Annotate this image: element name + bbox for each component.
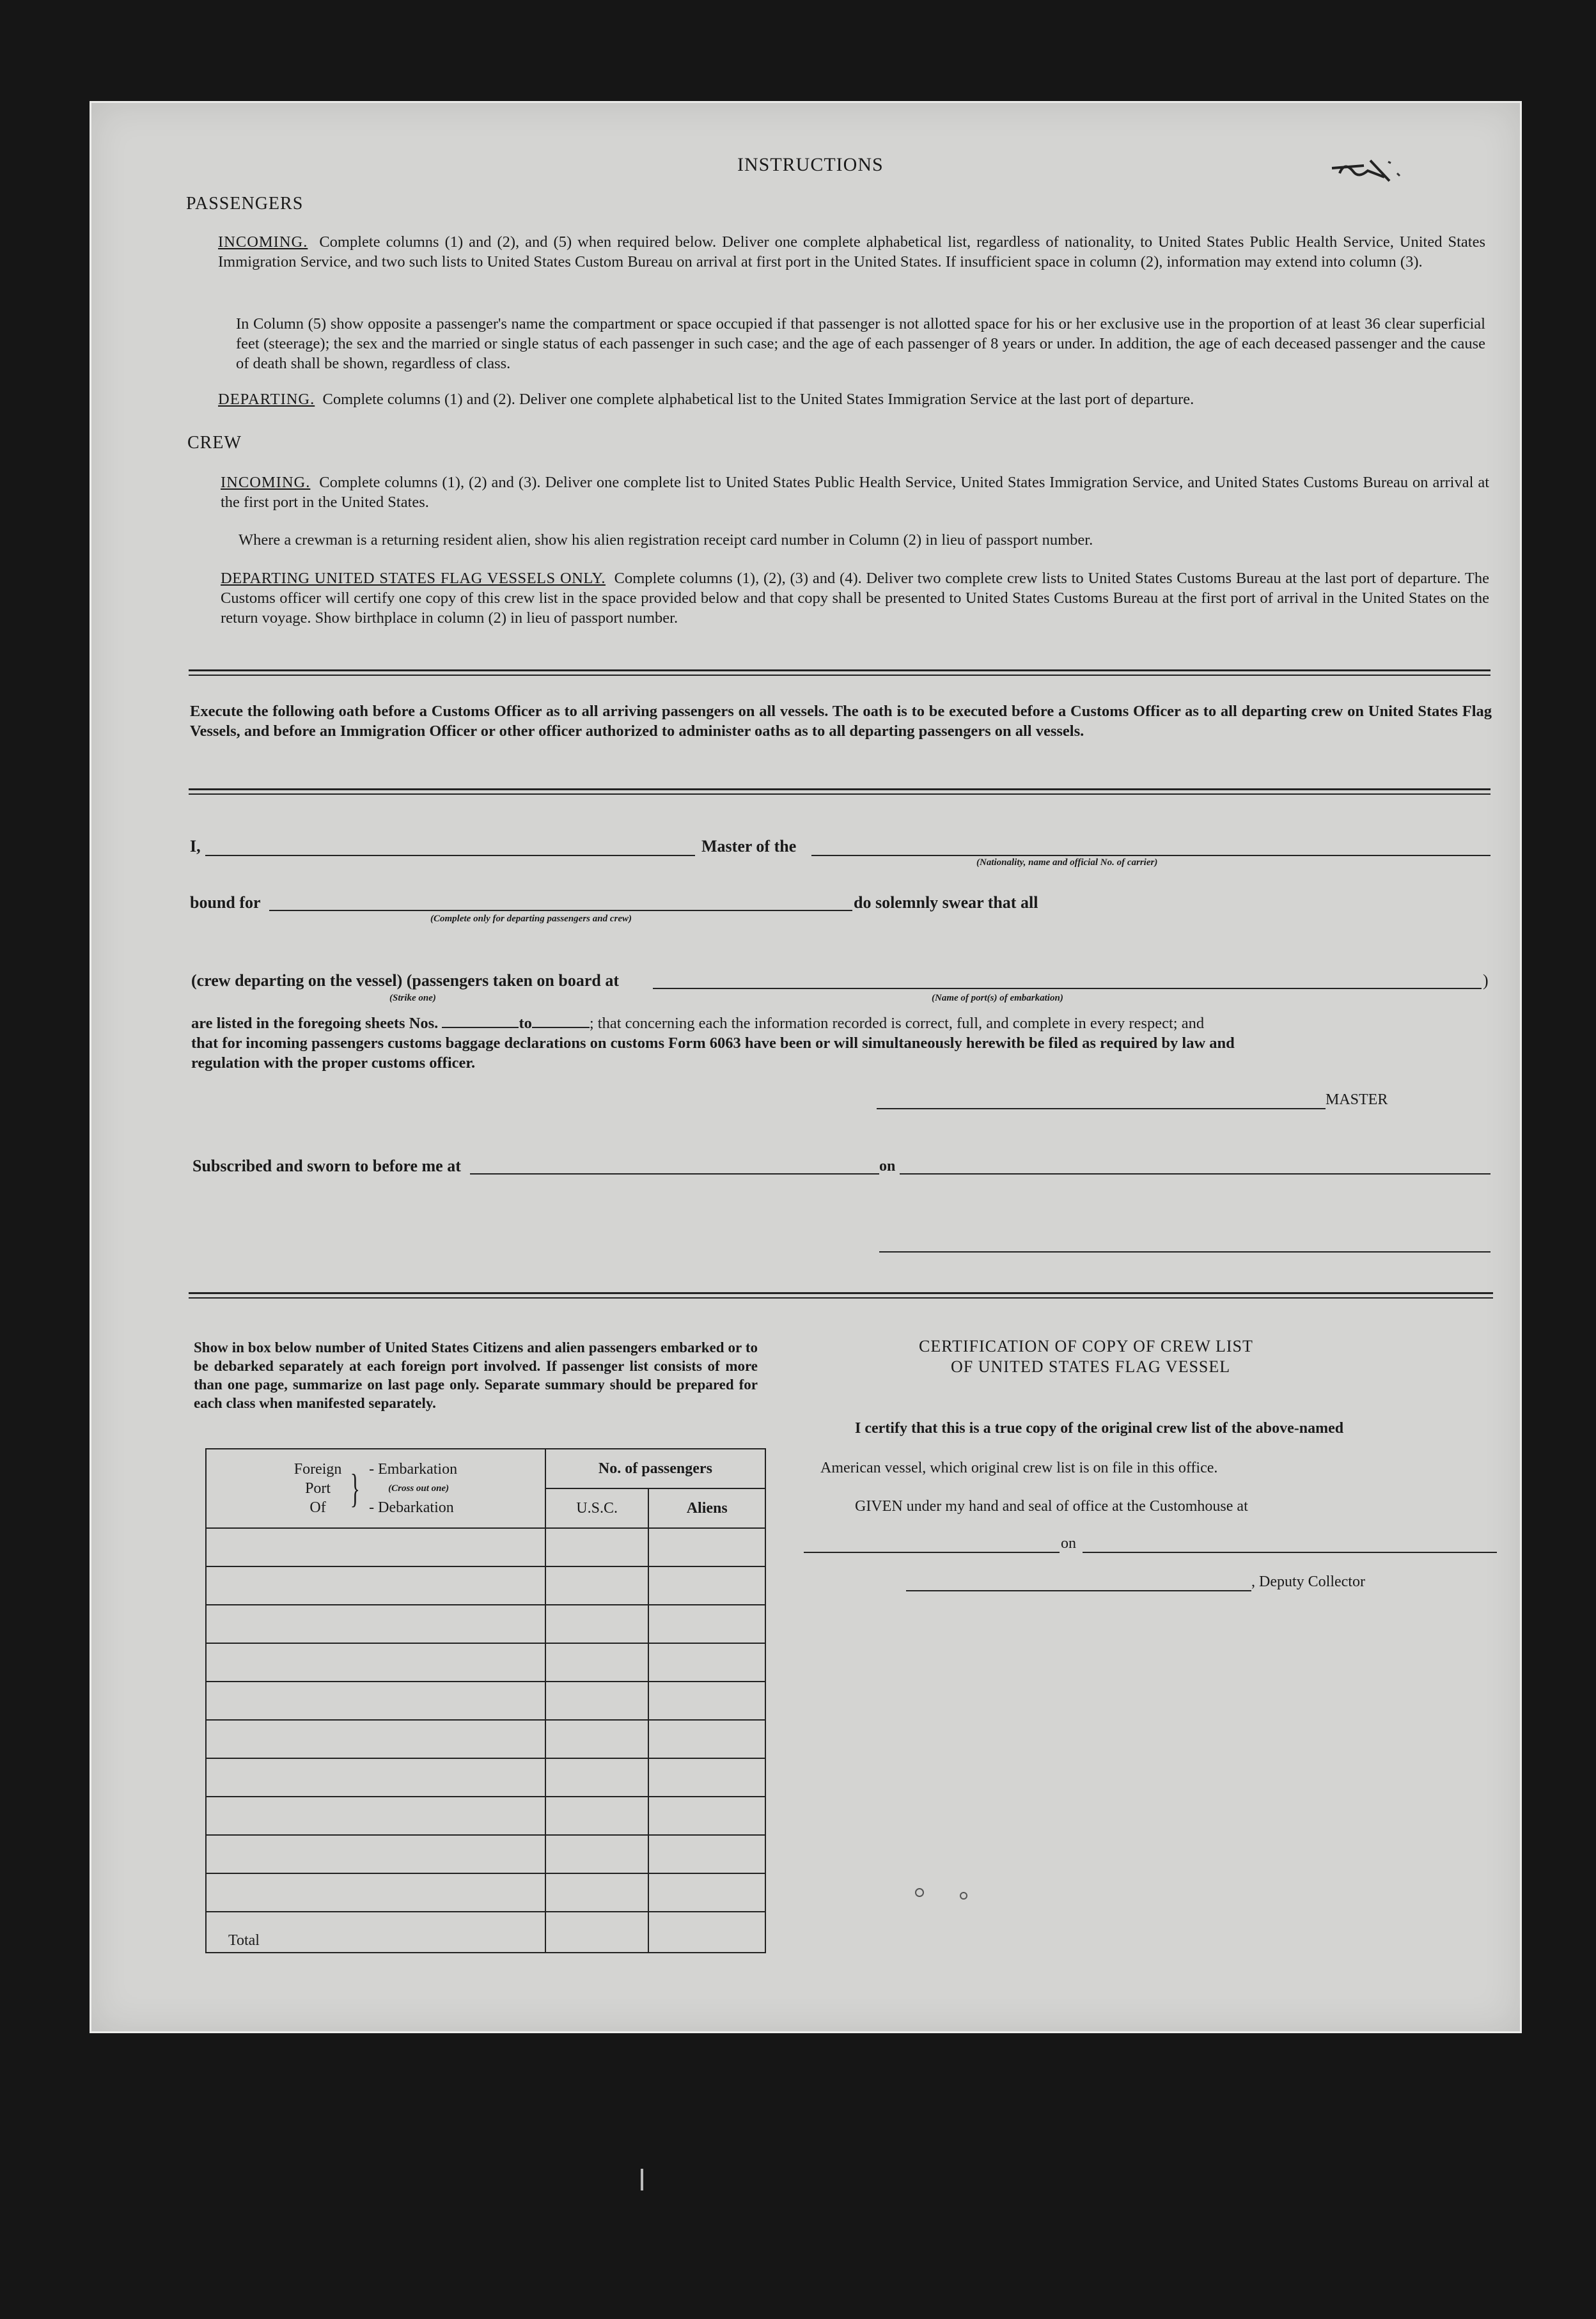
sworn-on-label: on: [879, 1158, 896, 1175]
table-row: [206, 1720, 765, 1758]
usc-total-cell[interactable]: [545, 1912, 649, 1953]
port-cell[interactable]: [206, 1758, 545, 1797]
passengers-incoming-text: Complete columns (1) and (2), and (5) when required below. Deliver one complete alphabetical list, regardless of nationality, to United States Public Health Service, United States Immigration Service, and two such lists to United States Custom Bureau on arrival at first port in the United States. If insufficient space in column (2), information may extend into column (3).: [218, 233, 1485, 270]
port-cell[interactable]: [206, 1720, 545, 1758]
bound-for-field[interactable]: [269, 910, 852, 911]
aliens-cell[interactable]: [648, 1566, 765, 1605]
oath-instructions: Execute the following oath before a Customs Officer as to all arriving passengers on all vessels. The oath is to be executed before a Customs Officer as to all departing crew on United States Flag Vessels, and before an Immigration Officer or other officer authorized to administer oaths as to all departing passengers on all vessels.: [190, 703, 1492, 740]
crew-incoming-label: INCOMING.: [221, 474, 311, 491]
table-row: [206, 1643, 765, 1682]
passenger-summary-table: [205, 1448, 766, 1953]
table-row: [206, 1758, 765, 1797]
port-cell[interactable]: [206, 1605, 545, 1643]
master-label: MASTER: [1326, 1091, 1388, 1108]
aliens-cell[interactable]: [648, 1643, 765, 1682]
aliens-cell[interactable]: [648, 1720, 765, 1758]
master-signature-field[interactable]: [877, 1108, 1326, 1109]
aliens-total-cell[interactable]: [648, 1912, 765, 1953]
crew-departing-phrase: (crew departing on the vessel) (passengers taken on board at: [191, 971, 619, 990]
brace-icon: }: [350, 1465, 361, 1511]
port-label: Port: [305, 1480, 331, 1497]
handwritten-mark: [1326, 148, 1409, 192]
crew-departing-paragraph: [221, 568, 1489, 628]
usc-cell[interactable]: [545, 1873, 649, 1912]
divider-3: [189, 1292, 1493, 1299]
oath-i-label: I,: [190, 837, 201, 855]
master-of-the-label: Master of the: [701, 837, 797, 855]
usc-cell[interactable]: [545, 1797, 649, 1835]
certify-text-1: I certify that this is a true copy of the original crew list of the above-named: [855, 1420, 1344, 1437]
sheet-to-field[interactable]: [532, 1027, 590, 1028]
passengers-departing-text: Complete columns (1) and (2). Deliver one complete alphabetical list to the United States Immigration Service at the last port of departure.: [322, 391, 1194, 408]
port-cell[interactable]: [206, 1682, 545, 1720]
crew-incoming-paragraph: [221, 472, 1489, 512]
aliens-cell[interactable]: [648, 1605, 765, 1643]
passengers-incoming-label: INCOMING.: [218, 233, 308, 251]
aliens-cell[interactable]: [648, 1873, 765, 1912]
port-cell[interactable]: [206, 1643, 545, 1682]
aliens-cell[interactable]: [648, 1835, 765, 1873]
table-row: [206, 1528, 765, 1566]
subscribed-label: Subscribed and sworn to before me at: [192, 1157, 461, 1175]
customhouse-field[interactable]: [804, 1552, 1060, 1553]
usc-cell[interactable]: [545, 1643, 649, 1682]
usc-cell[interactable]: [545, 1758, 649, 1797]
speck: [960, 1892, 967, 1900]
certify-line-3: GIVEN under my hand and seal of office at the Customhouse at: [855, 1498, 1248, 1515]
table-row: [206, 1835, 765, 1873]
of-label: Of: [309, 1499, 326, 1516]
aliens-cell[interactable]: [648, 1758, 765, 1797]
listed-paragraph: [191, 1013, 1492, 1073]
table-row: [206, 1605, 765, 1643]
carrier-hint: (Nationality, name and official No. of carrier): [976, 857, 1158, 868]
table-row: [206, 1873, 765, 1912]
crew-heading: CREW: [187, 433, 242, 453]
sworn-date-field[interactable]: [900, 1173, 1490, 1175]
port-cell[interactable]: [206, 1528, 545, 1566]
embarkation-port-field[interactable]: [653, 988, 1482, 989]
passengers-departing-paragraph: [218, 389, 1490, 409]
table-row: [206, 1682, 765, 1720]
passengers-column5-paragraph: In Column (5) show opposite a passenger's name the compartment or space occupied if that passenger is not allotted space for his or her exclusive use in the proportion of at least 36 clear superficial feet (steerage); the sex and the married or single status of each passenger in such case; and the age of each passenger of 8 years or under. In addition, the age of each deceased passenger and the cause of death shall be shown, regardless of class.: [236, 315, 1485, 372]
crew-incoming-text: Complete columns (1), (2) and (3). Deliver one complete list to United States Public Health Service, United States Immigration Service, and United States Customs Bureau on arrival at the first port in the United States.: [221, 474, 1490, 511]
certification-title-1: CERTIFICATION OF COPY OF CREW LIST: [919, 1337, 1253, 1355]
aliens-cell[interactable]: [648, 1528, 765, 1566]
divider-1: [189, 669, 1490, 676]
total-label: Total: [206, 1912, 545, 1953]
certify-on-label: on: [1061, 1535, 1076, 1552]
certification-title-2: OF UNITED STATES FLAG VESSEL: [951, 1357, 1231, 1376]
debarkation-option[interactable]: - Debarkation: [369, 1499, 454, 1516]
form-page: [90, 101, 1522, 2033]
listed-line3: regulation with the proper customs officer.: [191, 1054, 476, 1072]
port-hint: (Name of port(s) of embarkation): [932, 993, 1063, 1003]
listed-line2: that for incoming passengers customs baggage declarations on customs Form 6063 have been or will simultaneously herewith be filed as required by law and: [191, 1035, 1235, 1052]
aliens-cell[interactable]: [648, 1682, 765, 1720]
speck: [915, 1888, 924, 1897]
swear-text: do solemnly swear that all: [854, 893, 1038, 912]
deputy-signature-field[interactable]: [906, 1590, 1251, 1591]
table-row: [206, 1566, 765, 1605]
port-cell[interactable]: [206, 1873, 545, 1912]
embarkation-option[interactable]: - Embarkation: [369, 1461, 458, 1478]
certify-date-field[interactable]: [1083, 1552, 1497, 1553]
crew-resident-paragraph: Where a crewman is a returning resident alien, show his alien registration receipt card number in Column (2) in lieu of passport number.: [239, 531, 1093, 549]
sworn-place-field[interactable]: [470, 1173, 879, 1175]
usc-cell[interactable]: [545, 1682, 649, 1720]
bound-for-hint: (Complete only for departing passengers and crew): [430, 914, 632, 924]
table-row: [206, 1797, 765, 1835]
certify-line-1: [855, 1420, 1343, 1437]
usc-cell[interactable]: [545, 1835, 649, 1873]
passengers-departing-label: DEPARTING.: [218, 391, 315, 408]
listed-rest: ; that concerning each the information recorded is correct, full, and complete in every respect; and: [589, 1015, 1205, 1032]
officer-signature-field[interactable]: [879, 1251, 1490, 1253]
usc-cell[interactable]: [545, 1528, 649, 1566]
certify-line-2: American vessel, which original crew list is on file in this office.: [820, 1460, 1218, 1476]
strike-hint: (Strike one): [389, 993, 436, 1003]
port-cell[interactable]: [206, 1566, 545, 1605]
passengers-heading: PASSENGERS: [186, 194, 304, 214]
summary-instructions: Show in box below number of United States Citizens and alien passengers embarked or to be debarked separately at each foreign port involved. If passenger list consists of more than one page, summarize on last page only. Separate summary should be prepared for each class when manifested separately.: [194, 1339, 758, 1411]
page-title: INSTRUCTIONS: [737, 154, 884, 175]
usc-header: U.S.C.: [545, 1488, 649, 1528]
close-paren: ): [1483, 971, 1489, 990]
crew-departing-label: DEPARTING UNITED STATES FLAG VESSELS ONLY.: [221, 570, 606, 587]
to-label: to: [519, 1015, 532, 1032]
port-cell[interactable]: [206, 1797, 545, 1835]
carrier-field[interactable]: [811, 855, 1490, 856]
port-header-cell: [206, 1449, 545, 1528]
sheet-from-field[interactable]: [442, 1027, 519, 1028]
cross-out-hint: (Cross out one): [388, 1483, 450, 1494]
deputy-collector-label: , Deputy Collector: [1251, 1573, 1365, 1590]
aliens-cell[interactable]: [648, 1797, 765, 1835]
usc-cell[interactable]: [545, 1720, 649, 1758]
no-of-passengers-header: No. of passengers: [545, 1449, 765, 1488]
foreign-label: Foreign: [293, 1461, 342, 1478]
passengers-incoming-paragraph: [218, 232, 1485, 272]
crew-departing-text: Complete columns (1), (2), (3) and (4). Deliver two complete crew lists to United States Customs Bureau at the last port of departure. The Customs officer will certify one copy of this crew list in the space provided below and that copy shall be presented to United States Customs Bureau at the first port of arrival in the United States on the return voyage. Show birthplace in column (2) in lieu of passport number.: [221, 570, 1489, 627]
bound-for-label: bound for: [190, 893, 261, 912]
aliens-header: Aliens: [648, 1488, 765, 1528]
margin-mark: [641, 2169, 643, 2190]
divider-2: [189, 788, 1490, 795]
listed-text: are listed in the foregoing sheets Nos.: [191, 1015, 439, 1032]
usc-cell[interactable]: [545, 1566, 649, 1605]
usc-cell[interactable]: [545, 1605, 649, 1643]
port-cell[interactable]: [206, 1835, 545, 1873]
master-name-field[interactable]: [205, 855, 695, 856]
total-row: [206, 1912, 765, 1953]
